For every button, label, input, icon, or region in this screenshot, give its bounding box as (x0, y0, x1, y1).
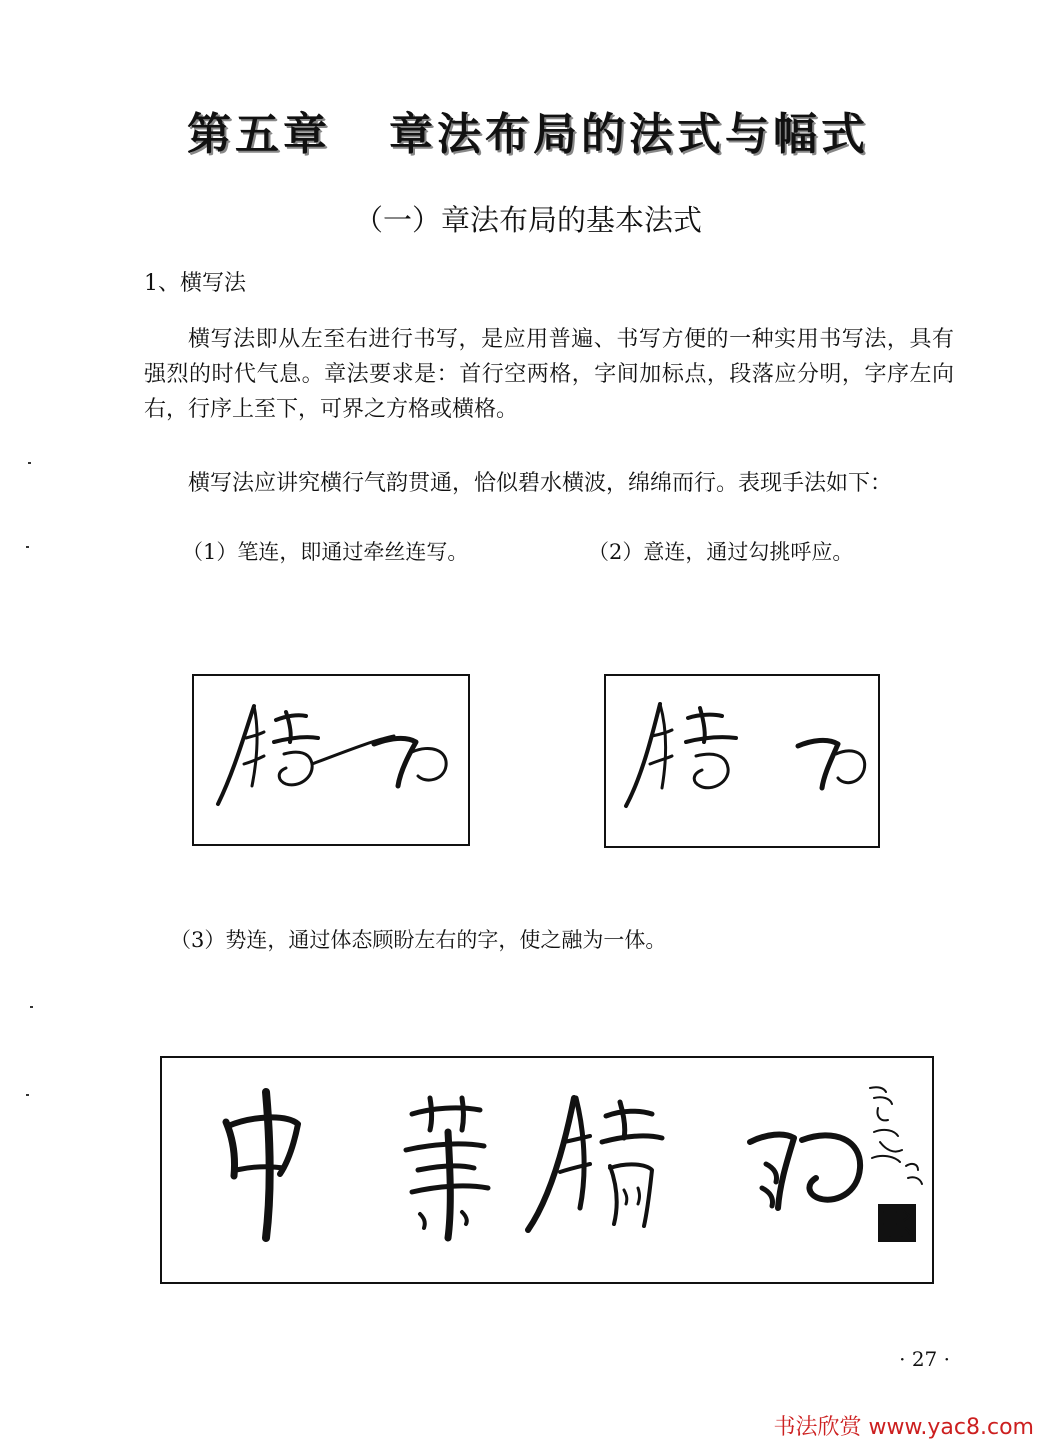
calligraphy-sample-3 (160, 1056, 934, 1284)
scan-speck (26, 546, 29, 548)
calligraphy-sample-1-artwork (194, 676, 468, 844)
calligraphy-sample-3-artwork (162, 1058, 932, 1282)
scan-speck (28, 462, 31, 464)
sub-heading: 1、横写法 (144, 271, 246, 296)
calligraphy-sample-2 (604, 674, 880, 848)
paragraph-intro: 横写法即从左至右进行书写，是应用普遍、书写方便的一种实用书写法，具有强烈的时代气息。章法要求是：首行空两格，字间加标点，段落应分明，字序左向右，行序上至下，可界之方格或横格。 (144, 327, 954, 422)
technique-item-3: （3）势连，通过体态顾盼左右的字，使之融为一体。 (170, 928, 667, 952)
paragraph-techniques: 横写法应讲究横行气韵贯通，恰似碧水横波，绵绵而行。表现手法如下： (188, 471, 893, 496)
technique-item-2: （2）意连，通过勾挑呼应。 (588, 540, 854, 564)
scan-speck (26, 1094, 29, 1096)
section-title: （一）章法布局的基本法式 (353, 203, 702, 237)
page-number: · 27 · (899, 1347, 950, 1371)
calligraphy-sample-2-artwork (606, 676, 878, 846)
site-watermark: 书法欣赏 www.yac8.com (773, 1415, 1034, 1440)
seal-stamp (878, 1204, 916, 1242)
technique-item-1: （1）笔连，即通过牵丝连写。 (182, 540, 469, 564)
chapter-title: 第五章 章法布局的法式与幅式 (187, 109, 869, 160)
scan-speck (30, 1006, 33, 1008)
calligraphy-sample-1 (192, 674, 470, 846)
